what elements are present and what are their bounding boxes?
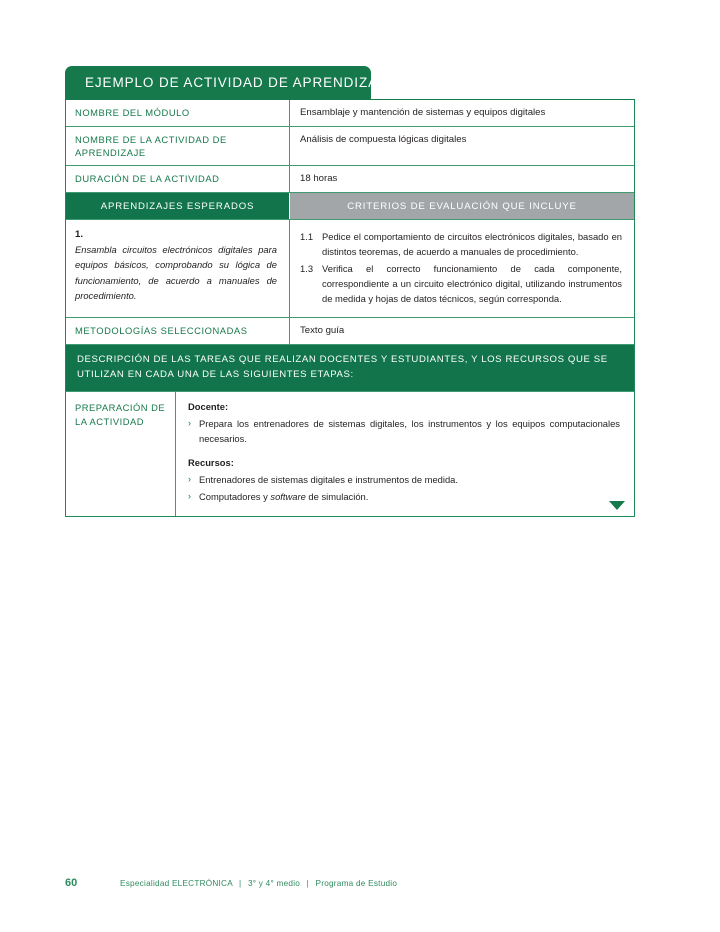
row-value-methodologies: Texto guía [300, 325, 345, 337]
section-header-row [66, 193, 634, 220]
outcome-criteria-row [66, 220, 634, 318]
preparation-content [176, 392, 634, 516]
resource-text: Computadores y software de simulación. [199, 491, 369, 503]
header-evaluation-criteria: CRITERIOS DE EVALUACIÓN QUE INCLUYE [290, 193, 634, 219]
table-row-activity-name [66, 127, 634, 166]
teacher-heading: Docente: [188, 401, 229, 413]
row-label-activity-name: NOMBRE DE LA ACTIVIDAD DE APRENDIZAJE [66, 127, 290, 165]
description-banner: DESCRIPCIÓN DE LAS TAREAS QUE REALIZAN DOCENTES Y ESTUDIANTES, Y LOS RECURSOS QUE SE UTILIZAN EN CADA UNA DE LAS SIGUIENTES ETAPAS: [66, 345, 634, 392]
table-row-duration [66, 166, 634, 193]
footer-specialty: Especialidad ELECTRÓNICA [120, 879, 233, 888]
row-value-duration: 18 horas [300, 173, 338, 185]
chevron-right-icon: › [188, 418, 191, 429]
footer-program: Programa de Estudio [315, 879, 398, 888]
footer-separator: | [239, 879, 242, 888]
row-label-methodologies: METODOLOGÍAS SELECCIONADAS [66, 318, 290, 344]
outcome-text: Ensambla circuitos electrónicos digitales para equipos básicos, comprobando su lógica de funcionamiento, de acuerdo a manuales de procedimiento. [75, 244, 277, 301]
criterion-number: 1.1 [300, 231, 314, 243]
activity-table [65, 99, 635, 517]
criterion-text: Pedice el comportamiento de circuitos electrónicos digitales, basado en distintos teoremas, de acuerdo a manuales de procedimiento. [322, 231, 622, 258]
preparation-stage-label: PREPARACIÓN DE LA ACTIVIDAD [66, 392, 176, 516]
list-item [188, 416, 620, 446]
triangle-down-icon [609, 501, 625, 510]
chevron-right-icon: › [188, 491, 191, 502]
criterion-item [300, 261, 622, 307]
chevron-right-icon: › [188, 474, 191, 485]
resources-heading: Recursos: [188, 457, 234, 469]
table-row-module [66, 100, 634, 127]
preparation-row [66, 392, 634, 516]
activity-title-label: EJEMPLO DE ACTIVIDAD DE APRENDIZAJE [85, 75, 396, 90]
list-item [188, 489, 620, 504]
criterion-item [300, 229, 622, 259]
outcome-number: 1. [75, 229, 84, 241]
expected-learning-cell [66, 220, 290, 317]
teacher-task-text: Prepara los entrenadores de sistemas digitales, los instrumentos y los equipos computacionales necesarios. [199, 418, 620, 445]
footer-level: 3° y 4° medio [247, 879, 301, 888]
evaluation-criteria-cell [290, 220, 634, 317]
row-label-module: NOMBRE DEL MÓDULO [66, 100, 290, 126]
row-value-activity-name: Análisis de compuesta lógicas digitales [300, 133, 467, 145]
criterion-text: Verifica el correcto funcionamiento de cada componente, correspondiente a un circuito electrónico digital, utilizando instrumentos de medida y hojas de datos técnicos, según corresponda. [322, 262, 622, 305]
activity-title-tab [65, 66, 396, 99]
header-expected-learning: APRENDIZAJES ESPERADOS [66, 193, 290, 219]
list-item [188, 472, 620, 487]
footer-separator: | [306, 879, 309, 888]
criterion-number: 1.3 [300, 262, 314, 274]
footer-text [120, 879, 397, 888]
row-value-module: Ensamblaje y mantención de sistemas y equipos digitales [300, 107, 546, 118]
table-row-methodologies [66, 318, 634, 345]
resource-text: Entrenadores de sistemas digitales e instrumentos de medida. [199, 474, 458, 486]
page-footer [65, 877, 397, 889]
page-number: 60 [65, 877, 78, 889]
row-label-duration: DURACIÓN DE LA ACTIVIDAD [66, 166, 290, 192]
